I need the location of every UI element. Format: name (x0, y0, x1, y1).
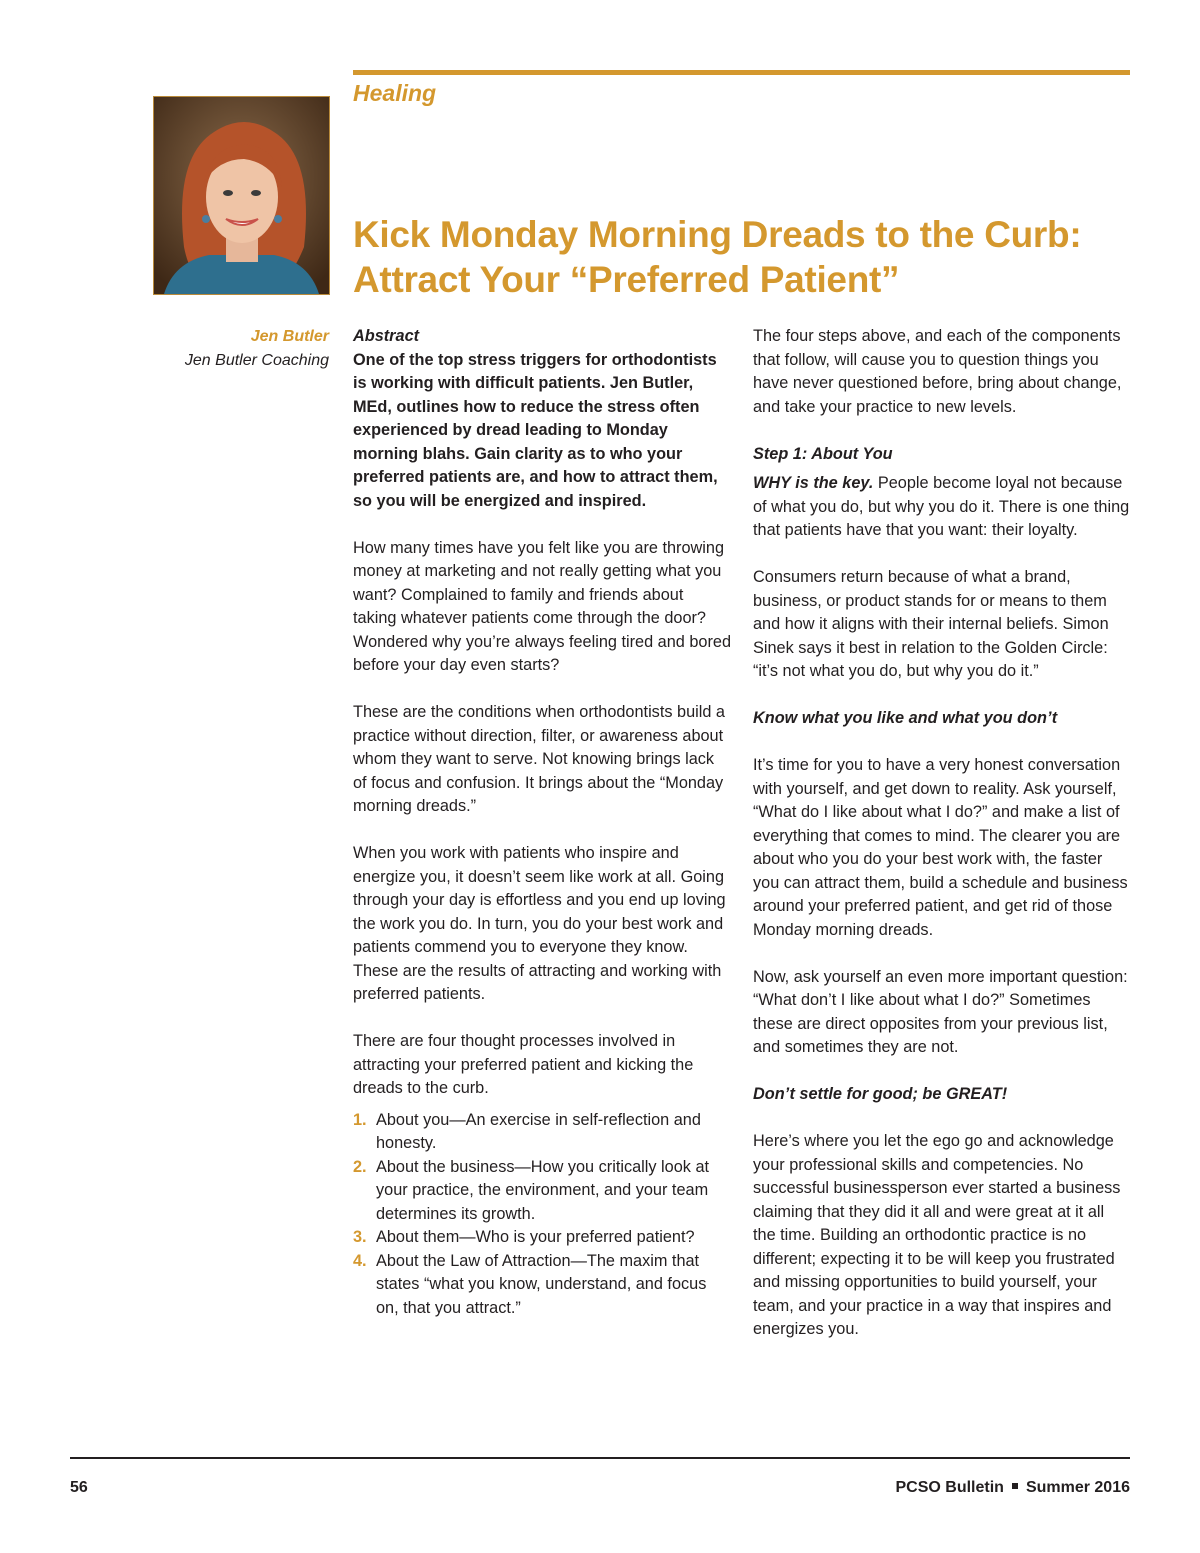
list-text: About the Law of Attraction—The maxim that states “what you know, understand, and focus on, that you attract.” (376, 1251, 707, 1317)
body-paragraph: There are four thought processes involved in attracting your preferred patient and kicking the dreads to the curb. (353, 1032, 694, 1097)
title-line: Attract Your “Preferred Patient” (353, 259, 900, 300)
list-number: 3. (353, 1228, 367, 1246)
top-rule (353, 70, 1130, 75)
list-item (353, 1109, 731, 1156)
left-column (353, 325, 731, 1320)
author-affiliation: Jen Butler Coaching (184, 352, 329, 369)
body-paragraph: The four steps above, and each of the components that follow, will cause you to question things you have never questioned before, bring about change, and take your practice to new levels. (753, 327, 1122, 416)
body-paragraph: How many times have you felt like you are throwing money at marketing and not really getting what you want? Complained to family and friends about taking whatever patients come through the door? Wondered why you’re always feeling tired and bored before your day even starts? (353, 538, 732, 674)
body-paragraph: It’s time for you to have a very honest conversation with yourself, and get down to reality. Ask yourself, “What do I like about what I do?” and make a list of everything that comes to mind. The clearer you are about who you do your best work with, the faster you can attract them, build a schedule and business around your preferred patient, and get rid of those Monday morning dreads. (753, 756, 1128, 939)
abstract-body: One of the top stress triggers for orthodontists is working with difficult patients. Jen Butler, MEd, outlines how to reduce the stress often experienced by dread leading to Monday morning blahs. Gain clarity as to who your preferred patients are, and how to attract them, so you will be energized and inspired. (353, 350, 718, 510)
list-number: 1. (353, 1110, 367, 1129)
body-paragraph: Now, ask yourself an even more important question: “What don’t I like about what I do?” Sometimes these are direct opposites from your previous list, and sometimes they are not. (753, 967, 1128, 1056)
list-text: About the business—How you critically look at your practice, the environment, and your team determines its growth. (376, 1157, 710, 1223)
author-name: Jen Butler (250, 328, 329, 345)
list-item (353, 1156, 731, 1227)
issue-date: Summer 2016 (1025, 1479, 1130, 1496)
article-title (353, 212, 1143, 302)
right-column (753, 325, 1131, 1365)
list-text: About you—An exercise in self-reflection and honesty. (376, 1110, 701, 1152)
body-paragraph: These are the conditions when orthodontists build a practice without direction, filter, or awareness about whom they want to serve. Not knowing brings lack of focus and confusion. It brings about the “Monday morning dreads.” (353, 703, 725, 815)
body-paragraph (753, 472, 1131, 543)
list-number: 2. (353, 1157, 367, 1176)
publication-name: PCSO Bulletin (895, 1479, 1004, 1496)
separator-square (1012, 1483, 1018, 1489)
byline (100, 325, 329, 373)
body-paragraph: Consumers return because of what a brand, business, or product stands for or means to them and how it aligns with their internal beliefs. Simon Sinek says it best in relation to the Golden Circle: “it’s not what you do, but why you do it.” (753, 568, 1109, 680)
page-number: 56 (70, 1479, 88, 1496)
body-paragraph: When you work with patients who inspire and energize you, it doesn’t seem like work at all. Going through your day is effortless and you end up loving the work you do. In turn, you do your best work and patients commend you to everyone they know. These are the results of attracting and working with preferred patients. (353, 844, 726, 1003)
publication-footer (895, 1479, 1130, 1497)
run-in-heading: WHY is the key. (753, 474, 874, 492)
list-text: About them—Who is your preferred patient? (376, 1228, 695, 1246)
list-number: 4. (353, 1251, 367, 1270)
subheading: Don’t settle for good; be GREAT! (753, 1085, 1008, 1103)
run-in-text: People become loyal not because of what you do, but why you do it. There is one thing that patients have that you want: their loyalty. (753, 474, 1130, 539)
steps-list (353, 1109, 731, 1321)
body-paragraph: Here’s where you let the ego go and acknowledge your professional skills and competencies. No successful businessperson ever started a business claiming that they did it all and were great at it all the time. Building an orthodontic practice is no different; expecting it to be will keep you frustrated and missing opportunities to build yourself, your team, and your practice in a way that inspires and energizes you. (753, 1132, 1121, 1338)
bottom-rule (70, 1457, 1130, 1459)
author-photo (153, 96, 330, 295)
step-heading: Step 1: About You (753, 444, 893, 463)
list-item (353, 1226, 731, 1250)
list-item (353, 1250, 731, 1321)
abstract-heading: Abstract (353, 327, 420, 345)
subheading: Know what you like and what you don’t (753, 709, 1058, 727)
title-line: Kick Monday Morning Dreads to the Curb: (353, 214, 1082, 255)
section-label: Healing (353, 80, 437, 106)
